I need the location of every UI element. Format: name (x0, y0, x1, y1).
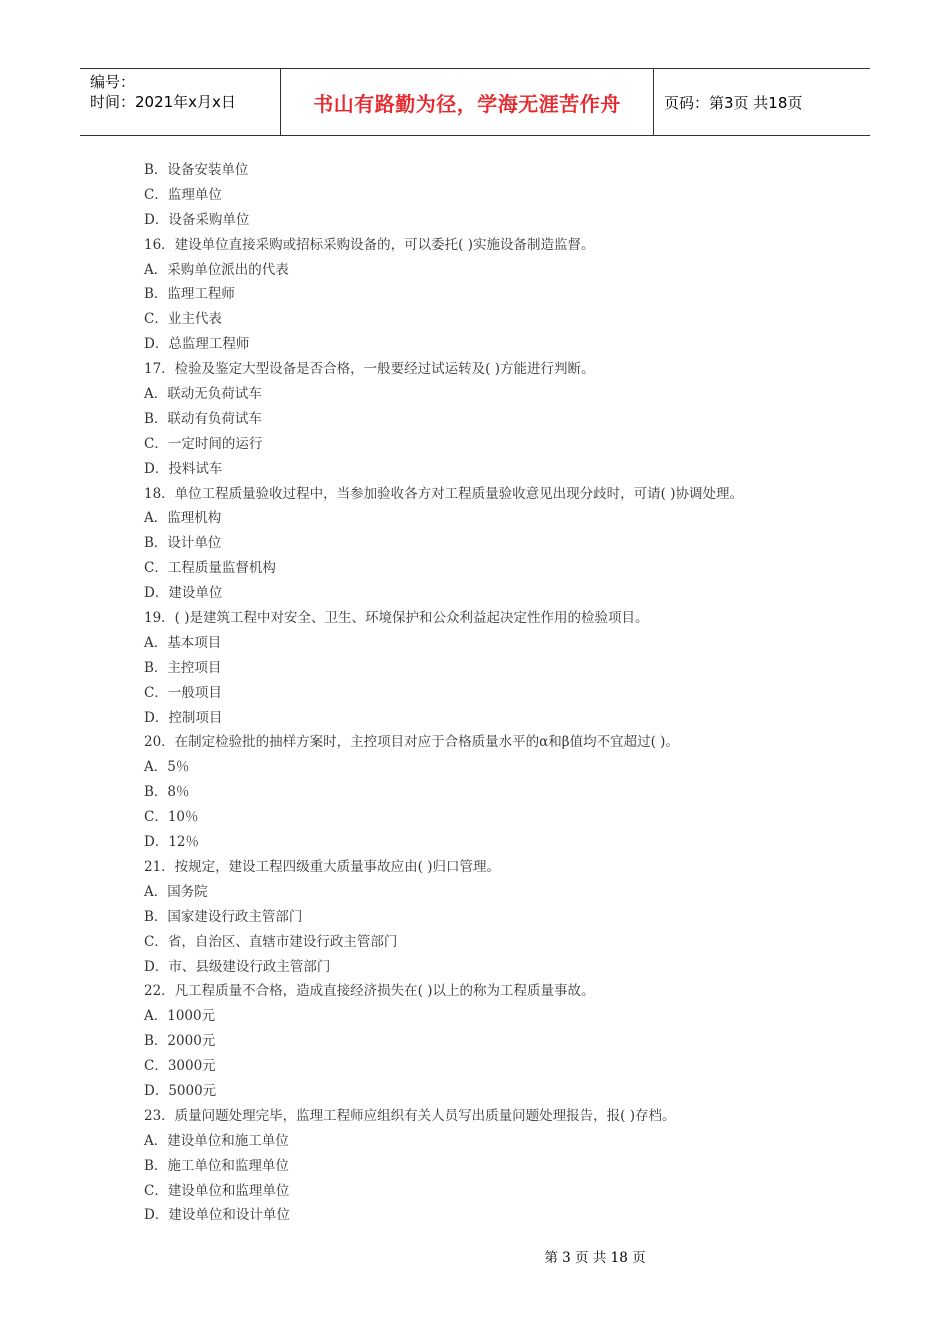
answer-option: A．监理机构 (144, 510, 222, 527)
answer-option: B．施工单位和监理单位 (144, 1157, 289, 1174)
answer-option: C．监理单位 (144, 186, 222, 203)
page-header (80, 68, 870, 136)
answer-option: D．控制项目 (144, 709, 223, 726)
answer-option: D．建设单位 (144, 585, 223, 602)
page-footer: 第 3 页 共 18 页 (544, 1250, 646, 1266)
header-page-info: 页码：第3页 共18页 (664, 93, 803, 112)
question-text: 22．凡工程质量不合格，造成直接经济损失在( )以上的称为工程质量事故。 (144, 983, 595, 1000)
answer-option: D．12％ (144, 834, 200, 851)
answer-option: C．3000元 (144, 1058, 216, 1075)
answer-option: D．设备采购单位 (144, 211, 250, 228)
answer-option: A．1000元 (144, 1008, 216, 1025)
question-text: 23．质量问题处理完毕，监理工程师应组织有关人员写出质量问题处理报告，报( )存档。 (144, 1107, 676, 1124)
answer-option: A．采购单位派出的代表 (144, 261, 289, 278)
question-text: 21．按规定，建设工程四级重大质量事故应由( )归口管理。 (144, 858, 501, 875)
answer-option: A．基本项目 (144, 634, 222, 651)
answer-option: A．联动无负荷试车 (144, 386, 262, 403)
answer-option: D．市、县级建设行政主管部门 (144, 958, 331, 975)
document-body (144, 158, 824, 1228)
document-date-label: 时间：2021年x月x日 (90, 93, 236, 111)
answer-option: A．建设单位和施工单位 (144, 1132, 289, 1149)
answer-option: B．监理工程师 (144, 286, 235, 303)
answer-option: C．省，自治区、直辖市建设行政主管部门 (144, 933, 398, 950)
question-text: 19．( )是建筑工程中对安全、卫生、环境保护和公众利益起决定性作用的检验项目。 (144, 610, 649, 627)
document-number-label: 编号： (90, 73, 136, 91)
answer-option: C．10％ (144, 809, 199, 826)
answer-option: B．8％ (144, 784, 190, 801)
header-meta (80, 69, 281, 135)
header-motto: 书山有路勤为径，学海无涯苦作舟 (281, 69, 654, 135)
question-text: 16．建设单位直接采购或招标采购设备的，可以委托( )实施设备制造监督。 (144, 236, 595, 253)
question-text: 17．检验及鉴定大型设备是否合格，一般要经过试运转及( )方能进行判断。 (144, 361, 595, 378)
answer-option: C．一般项目 (144, 684, 222, 701)
answer-option: B．设计单位 (144, 535, 222, 552)
answer-option: D．投料试车 (144, 460, 223, 477)
answer-option: C．一定时间的运行 (144, 435, 263, 452)
answer-option: C．工程质量监督机构 (144, 560, 276, 577)
answer-option: C．建设单位和监理单位 (144, 1182, 290, 1199)
answer-option: B．联动有负荷试车 (144, 410, 262, 427)
answer-option: B．主控项目 (144, 659, 222, 676)
question-text: 18．单位工程质量验收过程中，当参加验收各方对工程质量验收意见出现分歧时，可请( )协调处理。 (144, 485, 744, 502)
answer-option: B．2000元 (144, 1033, 216, 1050)
answer-option: A．国务院 (144, 883, 208, 900)
answer-option: D．总监理工程师 (144, 336, 250, 353)
answer-option: B．国家建设行政主管部门 (144, 908, 303, 925)
answer-option: D．建设单位和设计单位 (144, 1207, 290, 1224)
answer-option: A．5％ (144, 759, 190, 776)
question-text: 20．在制定检验批的抽样方案时，主控项目对应于合格质量水平的α和β值均不宜超过( )。 (144, 734, 679, 751)
answer-option: D．5000元 (144, 1082, 217, 1099)
answer-option: B．设备安装单位 (144, 162, 249, 178)
answer-option: C．业主代表 (144, 311, 222, 328)
